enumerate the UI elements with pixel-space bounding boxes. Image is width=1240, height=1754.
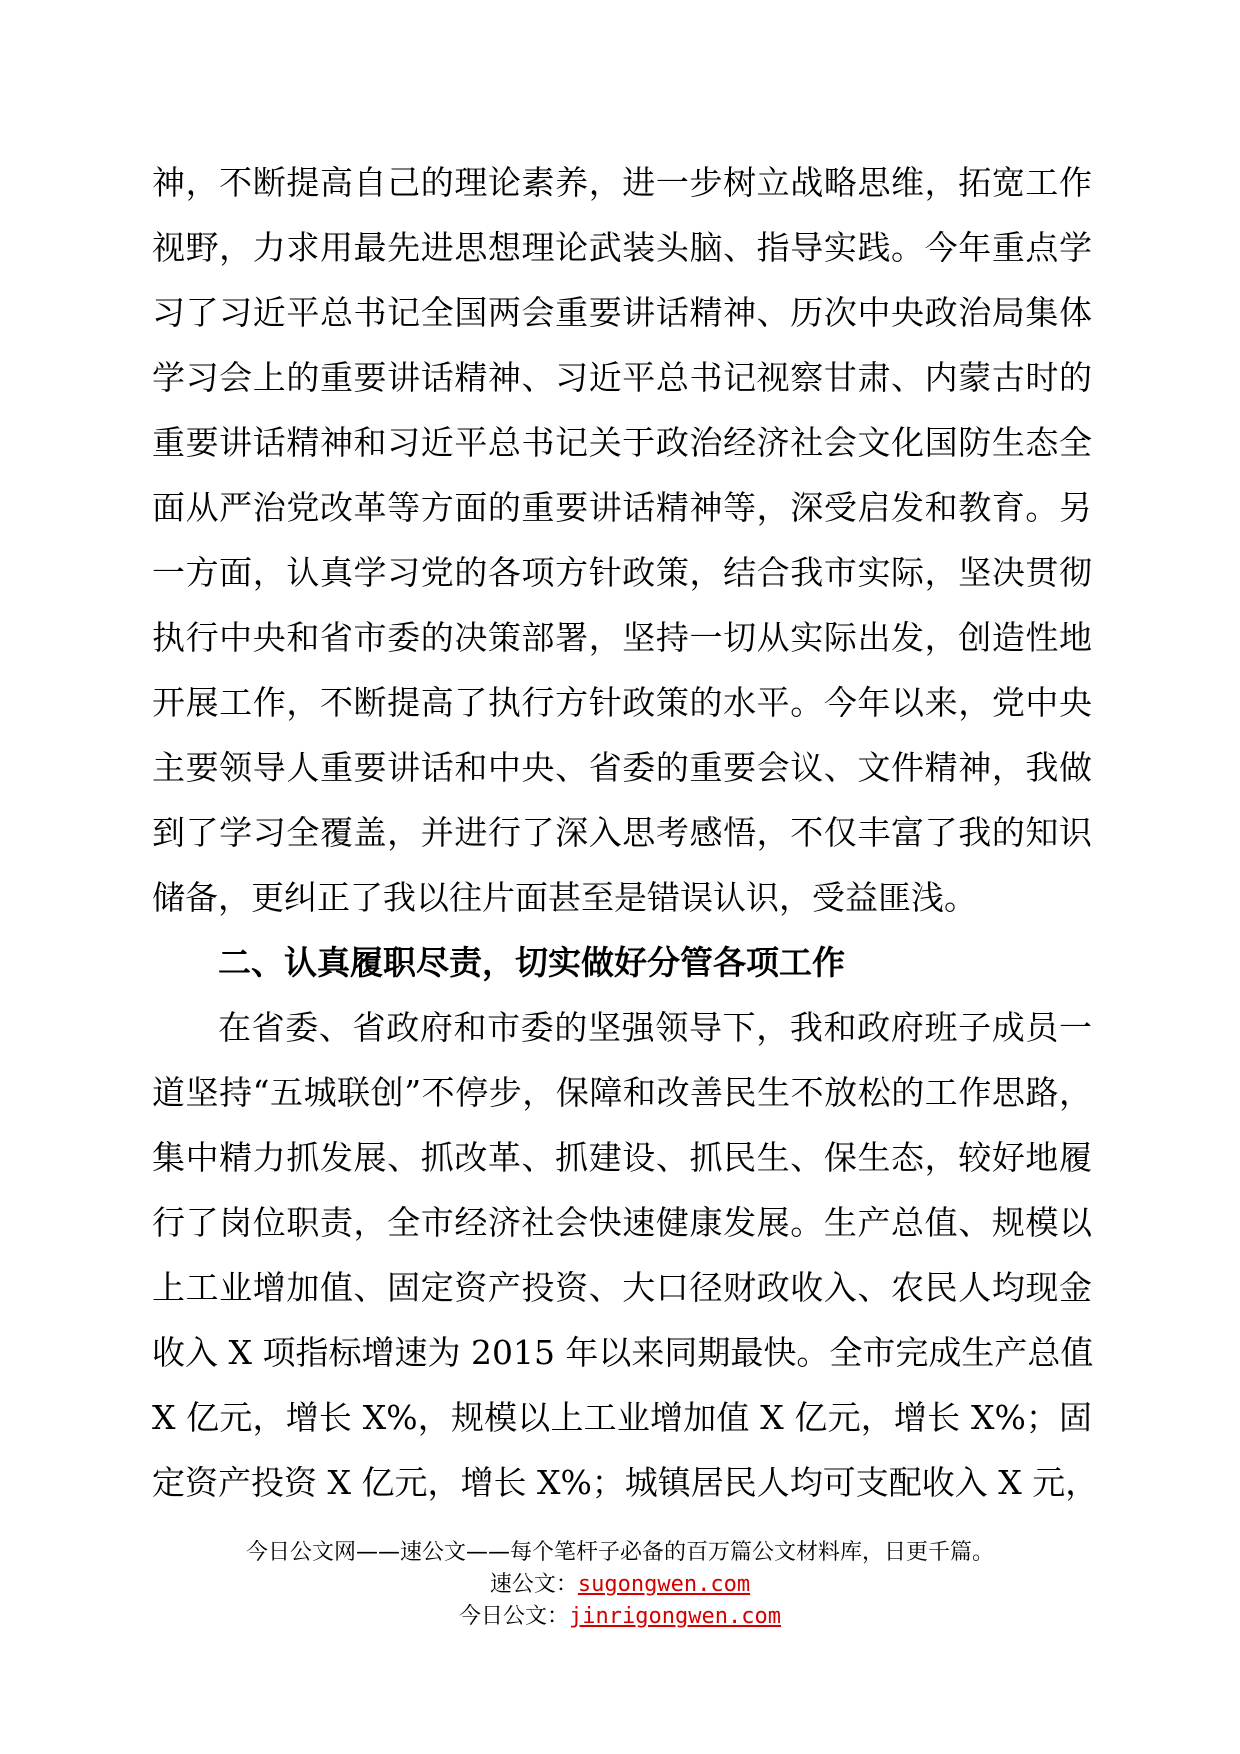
footer-site-1-label: 速公文： xyxy=(489,1572,578,1597)
text-line: 视野，力求用最先进思想理论武装头脑、指导实践。今年重点学 xyxy=(152,228,1092,267)
paragraph-2 xyxy=(152,995,1099,1515)
paragraph-1 xyxy=(152,150,1092,930)
text-line: 神，不断提高自己的理论素养，进一步树立战略思维，拓宽工作 xyxy=(152,163,1092,202)
jinrigongwen-link[interactable]: jinrigongwen.com xyxy=(569,1604,781,1629)
text-line: 在省委、省政府和市委的坚强领导下，我和政府班子成员一 xyxy=(218,1008,1092,1047)
footer-site-2-label: 今日公文： xyxy=(459,1604,570,1629)
text-line: 储备，更纠正了我以往片面甚至是错误认识，受益匪浅。 xyxy=(152,878,977,917)
text-line: 开展工作，不断提高了执行方针政策的水平。今年以来，党中央 xyxy=(152,683,1092,722)
footer-slogan: 今日公文网——速公文——每个笔杆子必备的百万篇公文材料库，日更千篇。 xyxy=(245,1540,994,1565)
text-line: X 亿元，增长 X%，规模以上工业增加值 X 亿元，增长 X%；固 xyxy=(152,1398,1092,1437)
section-heading: 二、认真履职尽责，切实做好分管各项工作 xyxy=(218,943,845,982)
text-line: 执行中央和省市委的决策部署，坚持一切从实际出发，创造性地 xyxy=(152,618,1092,657)
text-line: 集中精力抓发展、抓改革、抓建设、抓民生、保生态，较好地履 xyxy=(152,1138,1092,1177)
text-line: 主要领导人重要讲话和中央、省委的重要会议、文件精神，我做 xyxy=(152,748,1092,787)
text-line: 习了习近平总书记全国两会重要讲话精神、历次中央政治局集体 xyxy=(152,293,1092,332)
footer-site-2 xyxy=(0,1601,1240,1633)
text-line: 上工业增加值、固定资产投资、大口径财政收入、农民人均现金 xyxy=(152,1268,1092,1307)
text-line: 面从严治党改革等方面的重要讲话精神等，深受启发和教育。另 xyxy=(152,488,1092,527)
text-line: 学习会上的重要讲话精神、习近平总书记视察甘肃、内蒙古时的 xyxy=(152,358,1092,397)
text-line: 到了学习全覆盖，并进行了深入思考感悟，不仅丰富了我的知识 xyxy=(152,813,1092,852)
page-footer xyxy=(0,1537,1240,1633)
text-line: 行了岗位职责，全市经济社会快速健康发展。生产总值、规模以 xyxy=(152,1203,1092,1242)
text-line: 道坚持“五城联创”不停步，保障和改善民生不放松的工作思路， xyxy=(152,1073,1092,1112)
sugongwen-link[interactable]: sugongwen.com xyxy=(577,1572,751,1597)
document-body xyxy=(152,150,1099,1515)
text-line: 重要讲话精神和习近平总书记关于政治经济社会文化国防生态全 xyxy=(152,423,1092,462)
text-line: 一方面，认真学习党的各项方针政策，结合我市实际，坚决贯彻 xyxy=(152,553,1092,592)
footer-site-1 xyxy=(0,1569,1240,1601)
text-line: 收入 X 项指标增速为 2015 年以来同期最快。全市完成生产总值 xyxy=(152,1333,1094,1372)
text-line: 定资产投资 X 亿元，增长 X%；城镇居民人均可支配收入 X 元， xyxy=(152,1463,1099,1502)
